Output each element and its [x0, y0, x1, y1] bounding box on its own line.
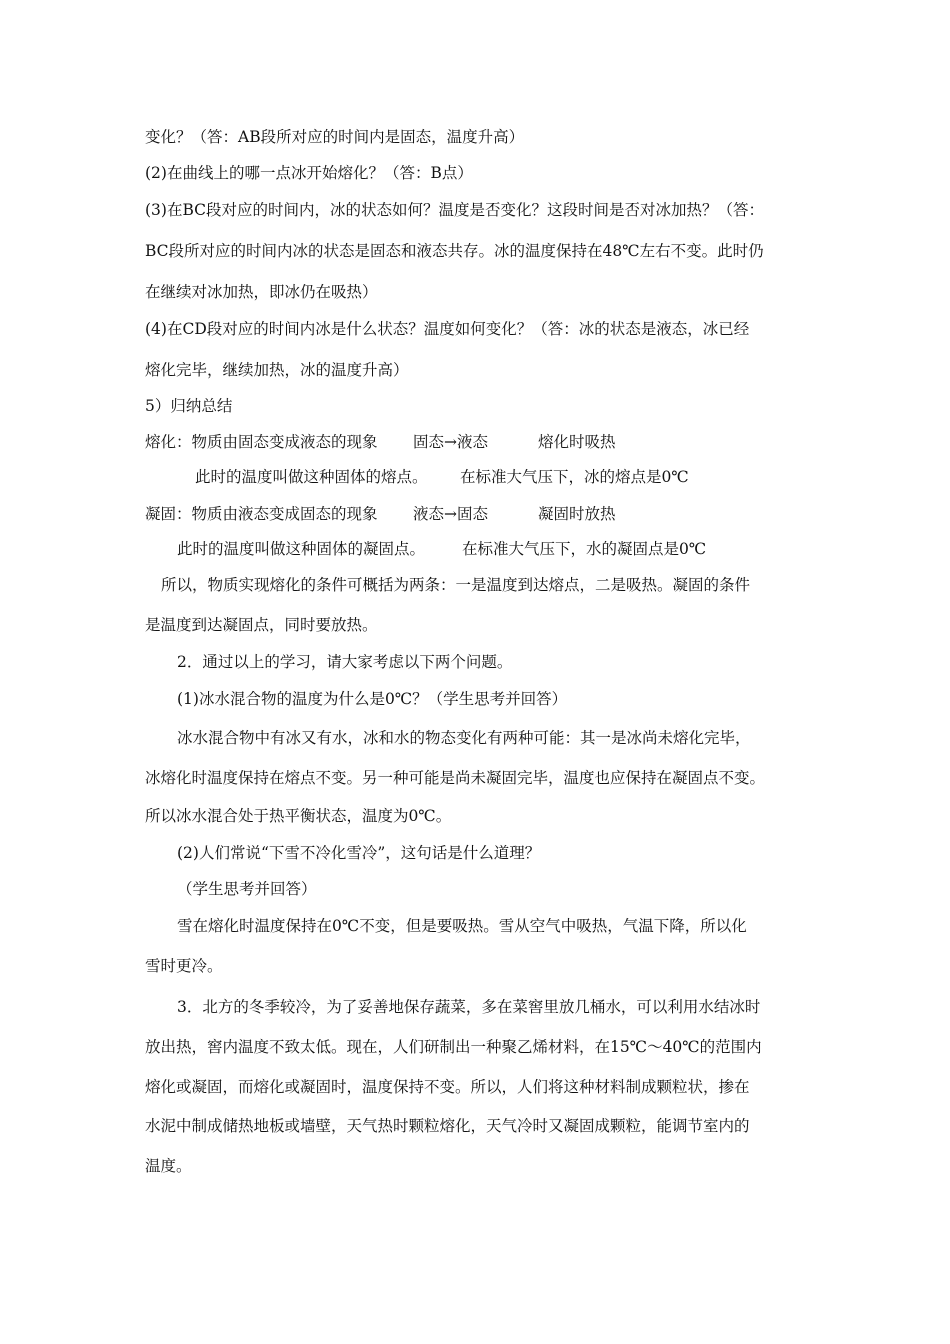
freezing-point: 此时的温度叫做这种固体的凝固点。: [177, 540, 426, 558]
text-line: 熔化完毕，继续加热，冰的温度升高）: [145, 361, 409, 379]
melting-term: 熔化：物质由固态变成液态的现象: [145, 433, 378, 451]
melting-standard: 在标准大气压下，冰的熔点是0℃: [460, 468, 689, 486]
text-line: 雪在熔化时温度保持在0℃不变，但是要吸热。雪从空气中吸热，气温下降，所以化: [177, 917, 747, 935]
text-line: 是温度到达凝固点，同时要放热。: [145, 616, 378, 634]
text-line: (3)在BC段对应的时间内，冰的状态如何？温度是否变化？这段时间是否对冰加热？（答：: [145, 201, 764, 219]
section-heading: 5）归纳总结: [145, 397, 233, 415]
text-line: 在继续对冰加热，即冰仍在吸热）: [145, 283, 378, 301]
text-line: 雪时更冷。: [145, 957, 223, 975]
text-line: 2．通过以上的学习，请大家考虑以下两个问题。: [177, 653, 513, 671]
text-line: 水泥中制成储热地板或墙壁，天气热时颗粒熔化，天气冷时又凝固成颗粒，能调节室内的: [145, 1117, 750, 1135]
text-line: 冰水混合物中有冰又有水，冰和水的物态变化有两种可能：其一是冰尚未熔化完毕，: [177, 729, 751, 747]
text-line: （学生思考并回答）: [177, 880, 317, 898]
question-1: (1)冰水混合物的温度为什么是0℃？（学生思考并回答）: [177, 690, 568, 708]
text-line: (4)在CD段对应的时间内冰是什么状态？温度如何变化？（答：冰的状态是液态，冰已经: [145, 320, 750, 338]
text-line: 3．北方的冬季较冷，为了妥善地保存蔬菜，多在菜窖里放几桶水，可以利用水结冰时: [177, 998, 761, 1016]
freezing-standard: 在标准大气压下，水的凝固点是0℃: [462, 540, 707, 558]
text-line: (2)在曲线上的哪一点冰开始熔化？（答：B点）: [145, 164, 473, 182]
text-line: 冰熔化时温度保持在熔点不变。另一种可能是尚未凝固完毕，温度也应保持在凝固点不变。: [145, 769, 766, 787]
freezing-term: 凝固：物质由液态变成固态的现象: [145, 505, 378, 523]
text-line: 温度。: [145, 1157, 192, 1175]
text-line: 所以，物质实现熔化的条件可概括为两条：一是温度到达熔点，二是吸热。凝固的条件: [161, 576, 751, 594]
freezing-heat: 凝固时放热: [538, 505, 616, 523]
melting-point: 此时的温度叫做这种固体的熔点。: [195, 468, 428, 486]
text-line: 变化？（答：AB段所对应的时间内是固态，温度升高）: [145, 128, 525, 146]
text-line: 放出热，窖内温度不致太低。现在，人们研制出一种聚乙烯材料，在15℃～40℃的范围内: [145, 1038, 762, 1056]
text-line: 熔化或凝固，而熔化或凝固时，温度保持不变。所以，人们将这种材料制成颗粒状，掺在: [145, 1078, 750, 1096]
melting-heat: 熔化时吸热: [538, 433, 616, 451]
question-2: (2)人们常说“下雪不冷化雪冷”，这句话是什么道理？: [177, 844, 541, 862]
freezing-change: 液态→固态: [413, 505, 488, 523]
text-line: 所以冰水混合处于热平衡状态，温度为0℃。: [145, 807, 452, 825]
melting-change: 固态→液态: [413, 433, 488, 451]
text-line: BC段所对应的时间内冰的状态是固态和液态共存。冰的温度保持在48℃左右不变。此时仍: [145, 242, 764, 260]
